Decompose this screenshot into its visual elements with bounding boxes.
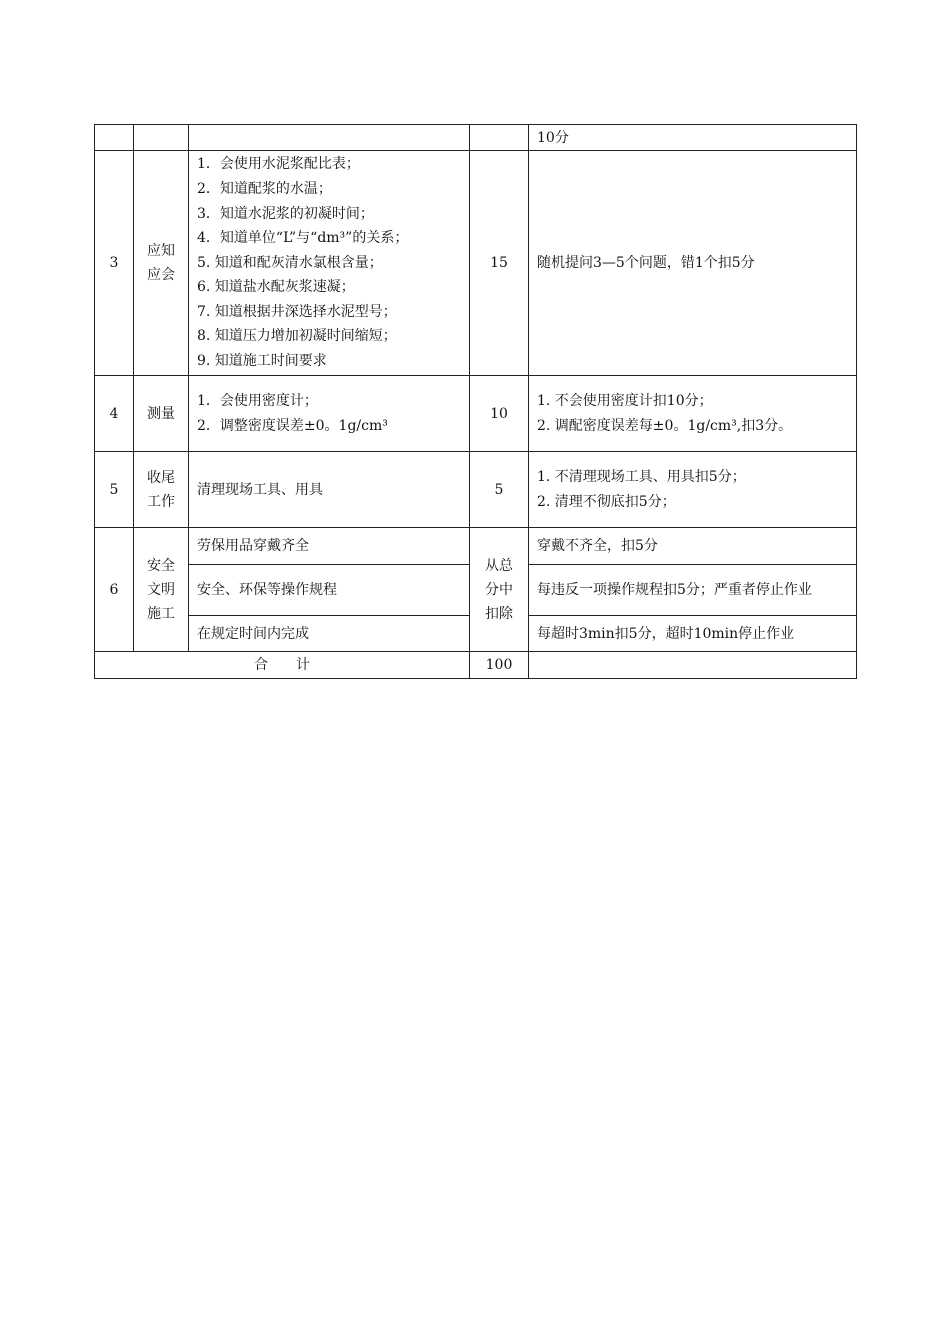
requirement-item: 4．知道单位“L”与“dm³”的关系； bbox=[197, 230, 409, 247]
table-row bbox=[95, 125, 857, 151]
requirement-item: 9. 知道施工时间要求 bbox=[197, 353, 327, 370]
requirement-text: 安全、环保等操作规程 bbox=[189, 565, 470, 616]
score-value: 10 bbox=[470, 376, 529, 452]
table-row bbox=[95, 528, 857, 565]
requirement-item: 3．知道水泥浆的初凝时间； bbox=[197, 205, 374, 222]
criteria-item: 1. 不会使用密度计扣10分； bbox=[537, 392, 713, 409]
score-value: 从总 分中 扣除 bbox=[470, 528, 529, 652]
item-number: 3 bbox=[95, 151, 134, 376]
item-name: 应知 应会 bbox=[134, 151, 189, 376]
requirement-text: 清理现场工具、用具 bbox=[189, 452, 470, 528]
requirement-item: 1．会使用密度计； bbox=[197, 392, 318, 409]
requirement-item: 5. 知道和配灰清水氯根含量； bbox=[197, 254, 383, 271]
criteria-text: 每超时3min扣5分，超时10min停止作业 bbox=[529, 616, 857, 652]
requirement-text: 劳保用品穿戴齐全 bbox=[189, 528, 470, 565]
cell-empty bbox=[134, 125, 189, 151]
table-row bbox=[95, 151, 857, 376]
score-value: 15 bbox=[470, 151, 529, 376]
criteria-text: 穿戴不齐全，扣5分 bbox=[529, 528, 857, 565]
table-row bbox=[95, 376, 857, 452]
requirement-item: 7. 知道根据井深选择水泥型号； bbox=[197, 303, 397, 320]
item-number: 4 bbox=[95, 376, 134, 452]
requirement-item: 2．调整密度误差±0。1g/cm³ bbox=[197, 417, 388, 434]
requirement-item: 2．知道配浆的水温； bbox=[197, 180, 332, 197]
item-name: 测量 bbox=[134, 376, 189, 452]
table-row bbox=[95, 452, 857, 528]
total-row bbox=[95, 652, 857, 679]
criteria-item: 2. 清理不彻底扣5分； bbox=[537, 493, 676, 510]
requirement-text: 在规定时间内完成 bbox=[189, 616, 470, 652]
requirement-item: 1．会使用水泥浆配比表； bbox=[197, 156, 360, 173]
cell-empty bbox=[189, 125, 470, 151]
criteria-list bbox=[529, 452, 857, 528]
item-name: 收尾 工作 bbox=[134, 452, 189, 528]
criteria-list bbox=[529, 376, 857, 452]
criteria-item: 1. 不清理现场工具、用具扣5分； bbox=[537, 468, 746, 485]
cell-empty bbox=[529, 652, 857, 679]
criteria-text: 随机提问3—5个问题，错1个扣5分 bbox=[529, 151, 857, 376]
item-number: 6 bbox=[95, 528, 134, 652]
total-score: 100 bbox=[470, 652, 529, 679]
total-label: 合 计 bbox=[95, 652, 470, 679]
criteria-item: 2. 调配密度误差每±0。1g/cm³,扣3分。 bbox=[537, 417, 793, 434]
item-number: 5 bbox=[95, 452, 134, 528]
score-value: 5 bbox=[470, 452, 529, 528]
cell-empty bbox=[95, 125, 134, 151]
requirement-item: 6. 知道盐水配灰浆速凝； bbox=[197, 279, 355, 296]
criteria-text: 每违反一项操作规程扣5分；严重者停止作业 bbox=[529, 565, 857, 616]
requirements-list bbox=[189, 376, 470, 452]
requirements-list bbox=[189, 151, 470, 376]
requirement-item: 8. 知道压力增加初凝时间缩短； bbox=[197, 328, 397, 345]
item-name: 安全 文明 施工 bbox=[134, 528, 189, 652]
cell-empty bbox=[470, 125, 529, 151]
grading-table bbox=[94, 124, 857, 679]
deduction-text: 10分 bbox=[529, 125, 857, 151]
